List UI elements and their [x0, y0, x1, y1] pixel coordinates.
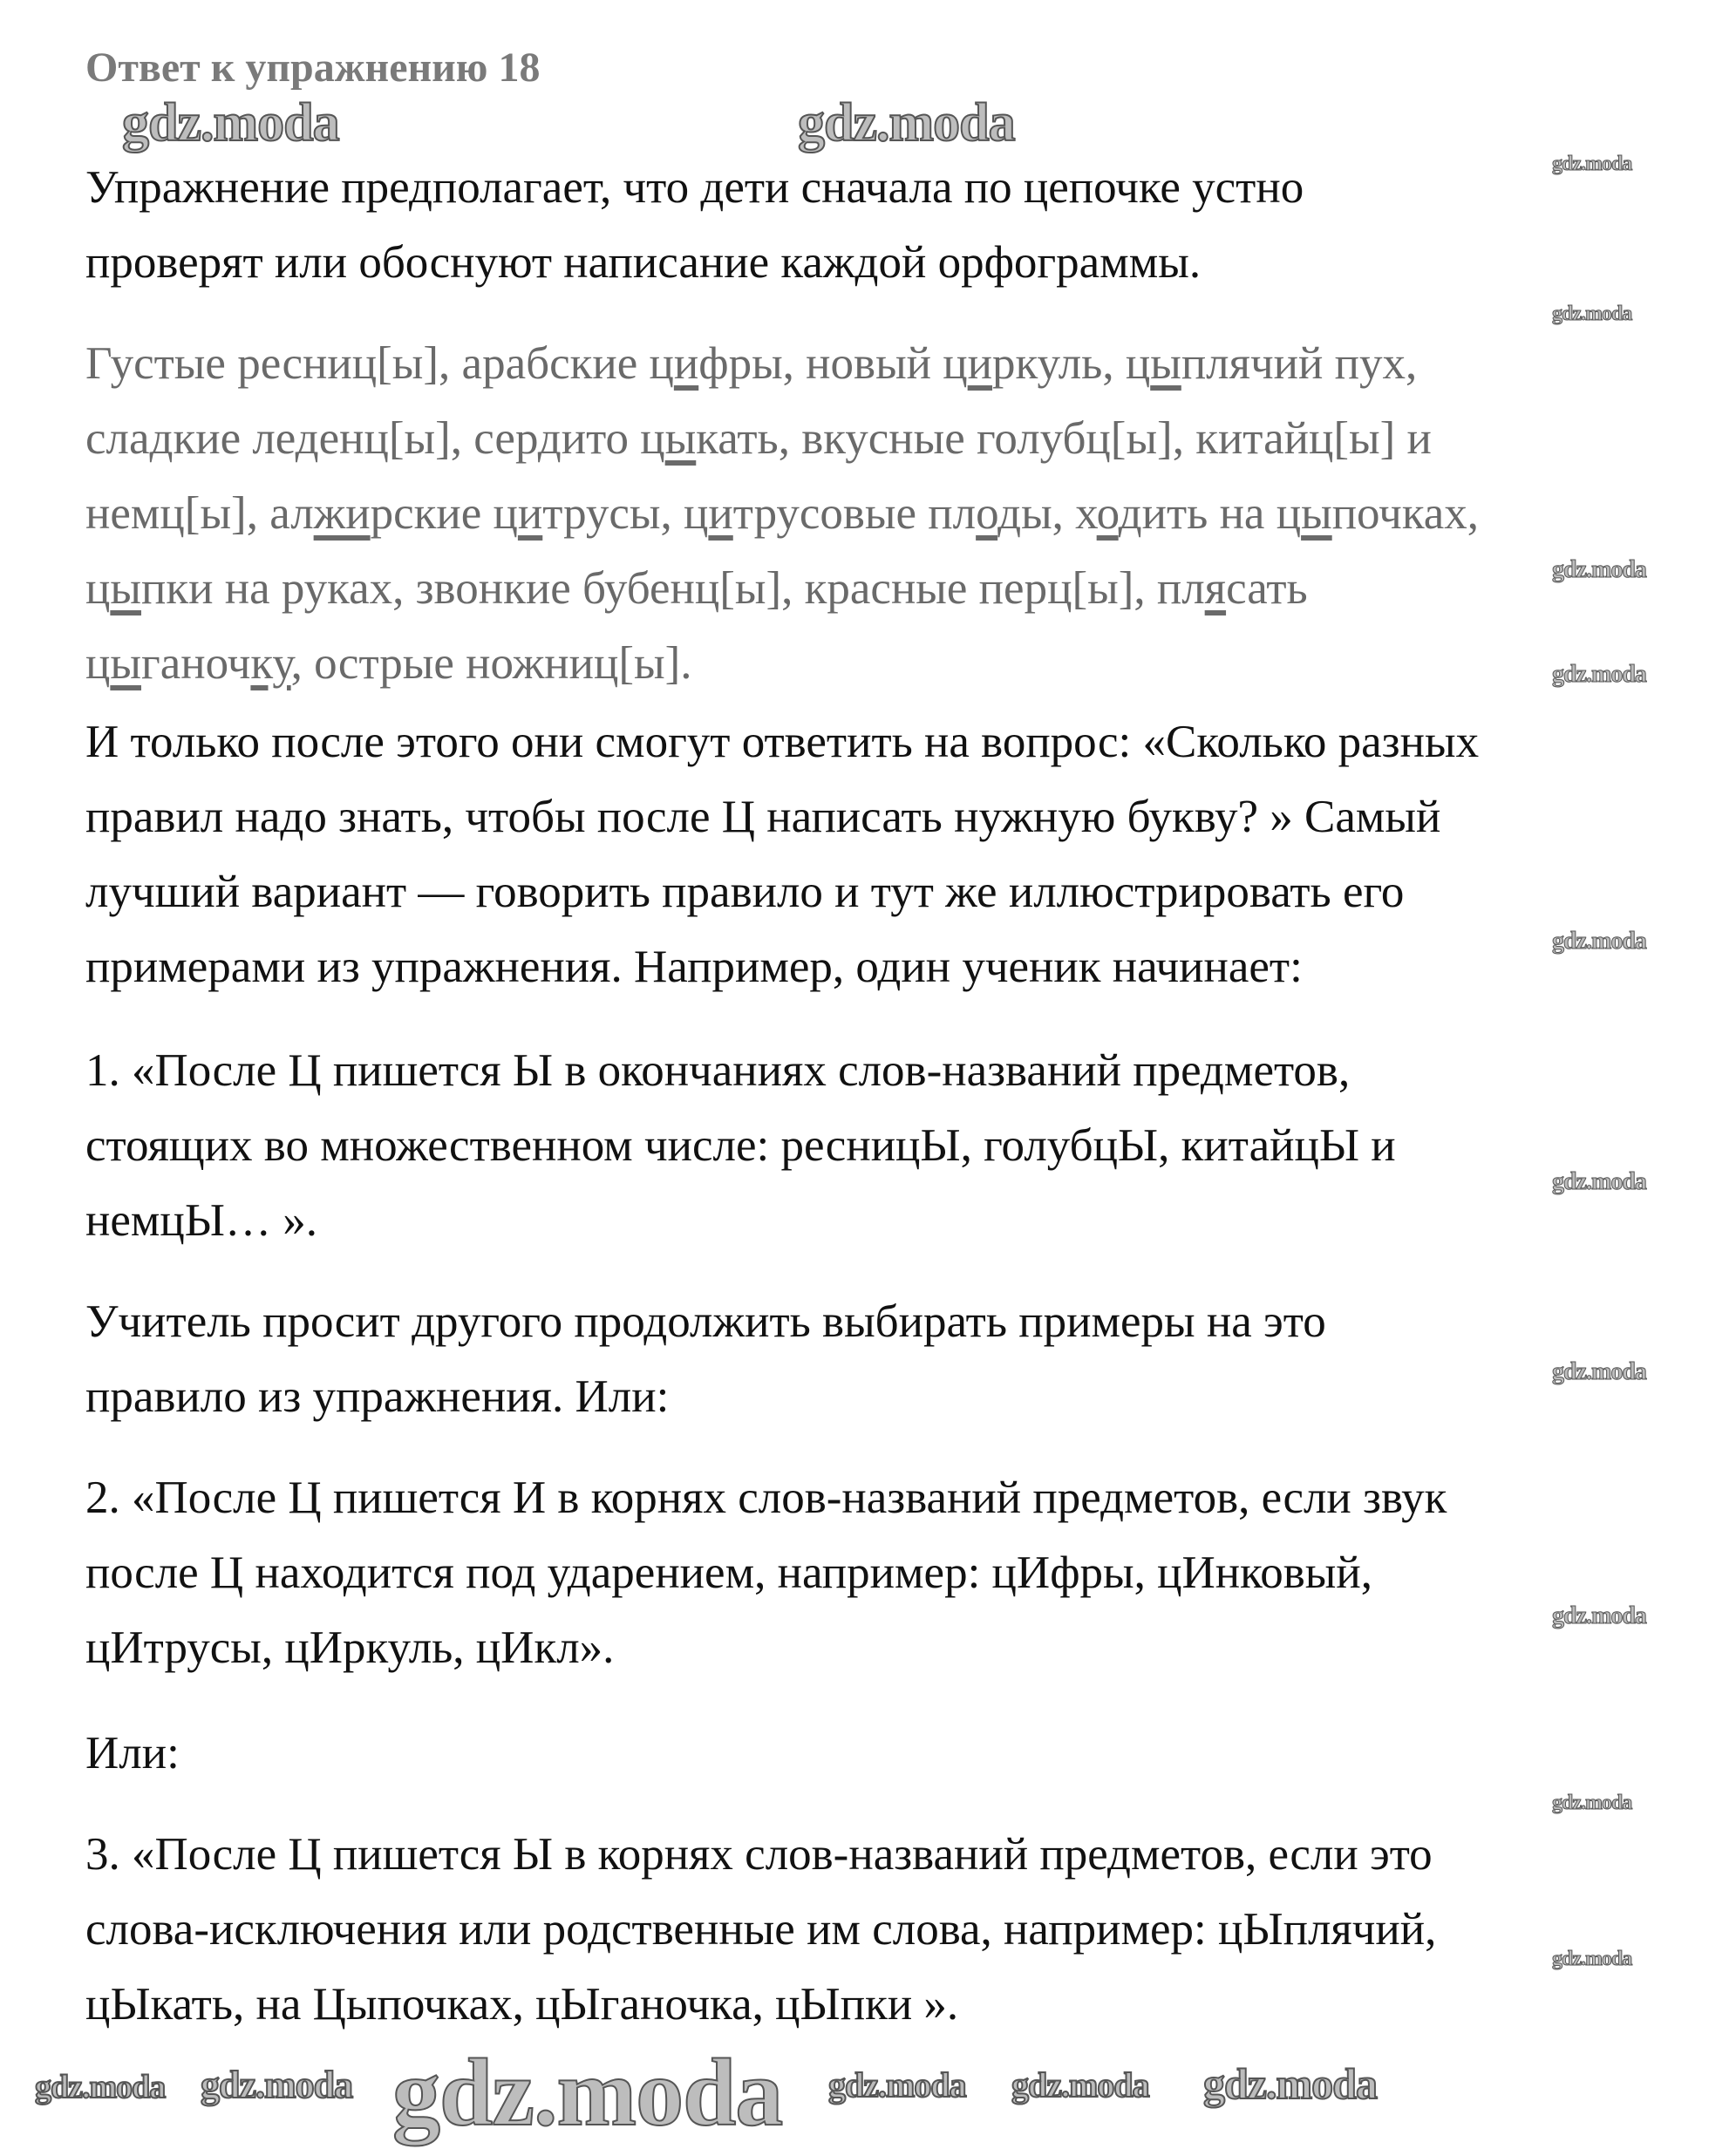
underlined-letter: и [708, 488, 733, 539]
text-segment: сладкие леденц[ы], сердито ц [85, 413, 665, 464]
text-line: цЫкать, на Цыпочках, цЫганочка, цЫпки ». [85, 1979, 959, 2030]
text-segment: плячий пух, [1181, 338, 1418, 389]
exercise-text [85, 326, 1479, 701]
page-title: Ответ к упражнению 18 [85, 44, 541, 91]
text-segment: дить на ц [1118, 488, 1302, 539]
text-line: правило из упражнения. Или: [85, 1371, 670, 1422]
text-line: цИтрусы, цИркуль, цИкл». [85, 1622, 615, 1673]
text-segment: ркуль, ц [992, 338, 1151, 389]
watermark-logo: gdz.moda [828, 2065, 966, 2105]
text-segment: ц [85, 563, 111, 614]
text-line [85, 476, 1479, 551]
text-line: правил надо знать, чтобы после Ц написать нужную букву? » Самый [85, 792, 1441, 842]
watermark-logo: gdz.moda [35, 2069, 166, 2105]
underlined-letter: о [1096, 488, 1119, 539]
underlined-letter: и [673, 338, 699, 389]
watermark-logo: gdz.moda [1552, 1792, 1632, 1814]
underlined-letter: о [976, 488, 998, 539]
text-segment: трусовые пл [732, 488, 977, 539]
underlined-letter: и [967, 338, 993, 389]
underlined-letter: я [1204, 563, 1227, 614]
underlined-letter: ы [664, 413, 697, 464]
watermark-logo: gdz.moda [1552, 303, 1632, 325]
text-segment: ды, х [997, 488, 1097, 539]
watermark-logo: gdz.moda [201, 2064, 353, 2106]
underlined-letter: жи [313, 488, 371, 539]
watermark-logo: gdz.moda [1552, 661, 1646, 688]
text-line [85, 626, 1479, 701]
text-segment: ганоч [140, 638, 251, 689]
watermark-logo: gdz.moda [1552, 1168, 1646, 1195]
text-segment: сать [1226, 563, 1308, 614]
text-line [85, 401, 1479, 476]
text-line: 1. «После Ц пишется Ы в окончаниях слов-названий предметов, [85, 1045, 1351, 1096]
text-line: 2. «После Ц пишется И в корнях слов-названий предметов, если звук [85, 1472, 1447, 1523]
watermark-logo: gdz.moda [1552, 928, 1646, 955]
text-line: слова-исключения или родственные им слова, например: цЫплячий, [85, 1904, 1437, 1955]
watermark-logo: gdz.moda [1203, 2059, 1377, 2108]
watermark-logo: gdz.moda [1011, 2065, 1149, 2105]
text-segment: кать, вкусные голубц[ы], китайц[ы] и [696, 413, 1432, 464]
intro-paragraph [85, 150, 1304, 300]
text-line: немцЫ… ». [85, 1195, 318, 1246]
watermark-logo: gdz.moda [1552, 556, 1646, 583]
rule-2 [85, 1460, 1447, 1685]
text-line: после Ц находится под ударением, например: цИфры, цИнковый, [85, 1547, 1372, 1598]
teacher-paragraph [85, 1284, 1326, 1434]
text-line: Учитель просит другого продолжить выбирать примеры на это [85, 1296, 1326, 1347]
text-line: 3. «После Ц пишется Ы в корнях слов-названий предметов, если это [85, 1829, 1433, 1880]
text-line: И только после этого они смогут ответить на вопрос: «Сколько разных [85, 717, 1480, 767]
text-segment: пки на руках, звонкие бубенц[ы], красные перц[ы], пл [140, 563, 1205, 614]
underlined-letter: ы [1150, 338, 1181, 389]
text-line: проверят или обоснуют написание каждой орфограммы. [85, 237, 1202, 288]
watermark-logo: gdz.moda [122, 93, 339, 153]
underlined-letter: ку [250, 638, 291, 689]
text-line: Упражнение предполагает, что дети сначала по цепочке устно [85, 162, 1304, 213]
text-segment: Густые ресниц[ы], арабские ц [85, 338, 674, 389]
or-line [85, 1716, 180, 1791]
rule-1 [85, 1033, 1396, 1258]
text-segment: немц[ы], ал [85, 488, 314, 539]
text-segment: ц [85, 638, 111, 689]
watermark-logo: gdz.moda [1552, 1602, 1646, 1629]
text-segment: фры, новый ц [698, 338, 968, 389]
text-segment: рские ц [370, 488, 518, 539]
explanation-paragraph [85, 704, 1479, 1004]
text-segment: трусы, ц [542, 488, 709, 539]
watermark-logo: gdz.moda [1552, 1948, 1632, 1970]
text-line [85, 326, 1479, 401]
underlined-letter: ы [1301, 488, 1332, 539]
underlined-letter: ы [110, 638, 141, 689]
watermark-logo: gdz.moda [1552, 153, 1632, 175]
text-line: лучший вариант — говорить правило и тут же иллюстрировать его [85, 867, 1405, 917]
rule-3 [85, 1817, 1436, 2042]
underlined-letter: ы [110, 563, 141, 614]
watermark-logo: gdz.moda [392, 2039, 783, 2146]
watermark-logo: gdz.moda [1552, 1358, 1646, 1385]
text-line: примерами из упражнения. Например, один ученик начинает: [85, 942, 1303, 992]
text-line [85, 551, 1479, 626]
text-segment: , острые ножниц[ы]. [290, 638, 692, 689]
underlined-letter: и [517, 488, 543, 539]
text-segment: почках, [1331, 488, 1480, 539]
text-line: стоящих во множественном числе: ресницЫ, голубцЫ, китайцЫ и [85, 1120, 1396, 1171]
text-line: Или: [85, 1728, 180, 1778]
watermark-logo: gdz.moda [798, 93, 1015, 153]
